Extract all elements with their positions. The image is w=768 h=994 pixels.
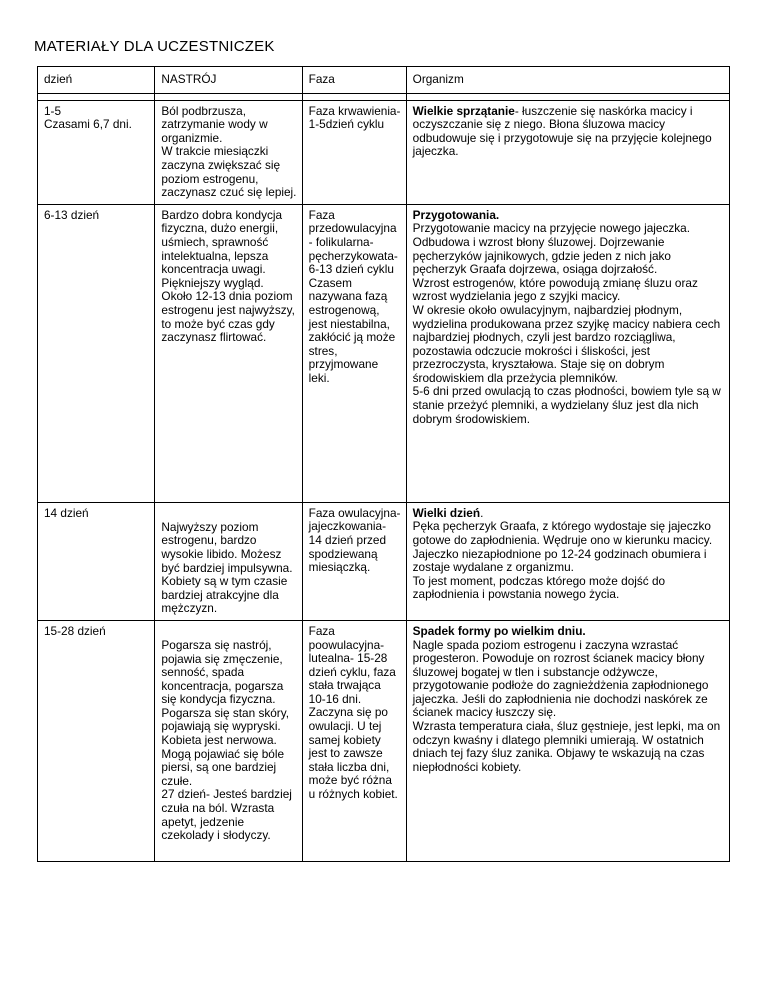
mood-text: Pogarsza się nastrój, pojawia się zmęczenie, senność, spada koncentracja, pogarsza się kondycja fizyczna. Pogarsza się stan skóry, pojawiają się wypryski. Kobieta jest nerwowa. Mogą pojawiać się bóle piersi, są one bardziej czułe. 27 dzień- Jesteś bardziej czuła na ból. Wzrasta apetyt, jedzenie czekolady i słodyczy.	[161, 637, 292, 843]
organism-cell	[406, 204, 729, 502]
table-row	[38, 100, 730, 204]
organism-cell	[406, 100, 729, 204]
phase-cell: Faza krwawienia- 1-5dzień cyklu	[302, 100, 406, 204]
cycle-table	[37, 66, 730, 862]
table-spacer-row	[38, 93, 730, 100]
phase-cell: Faza owulacyjna-jajeczkowania- 14 dzień przed spodziewaną miesiączką.	[302, 502, 406, 620]
day-cell: 15-28 dzień	[38, 620, 155, 861]
header-phase: Faza	[302, 67, 406, 94]
organism-text: Nagle spada poziom estrogenu i zaczyna wzrastać progesteron. Powoduje on rozrost ścianek macicy błony śluzowej bogatej w tlen i substancje odżywcze, przygotowanie podłoże do zagnieżdżenia zapłodnionego jajeczka. Jeśli do zapłodnienia nie dochodzi naskórek ze ścianek macicy łuszczy się. Wzrasta temperatura ciała, śluz gęstnieje, jest lepki, ma on odczyn kwaśny i dlatego plemniki umierają. W ostatnich dniach tej fazy śluz zanika. Objawy te wskazują na czas niepłodności kobiety.	[412, 637, 721, 774]
organism-lead: Przygotowania.	[412, 207, 500, 222]
day-cell: 6-13 dzień	[38, 204, 155, 502]
spacer-cell	[406, 93, 729, 100]
mood-cell	[155, 620, 302, 861]
table-header-row	[38, 67, 730, 94]
organism-text: - łuszczenie się naskórka macicy i oczyszczanie się z niego. Błona śluzowa macicy odbudowuje się i przygotowuje się na przyjęcie kolejnego jajeczka.	[412, 103, 712, 159]
mood-text: Najwyższy poziom estrogenu, bardzo wysokie libido. Możesz być bardziej impulsywna. Kobiety są w tym czasie bardziej atrakcyjne dla mężczyzn.	[161, 519, 293, 616]
organism-lead: Wielkie sprzątanie	[412, 103, 515, 118]
header-day: dzień	[38, 67, 155, 94]
spacer-cell	[155, 93, 302, 100]
organism-text: . Pęka pęcherzyk Graafa, z którego wydostaje się jajeczko gotowe do zapłodnienia. Wędruje ono w kierunku macicy. Jajeczko niezapłodnione po 12-24 godzinach obumiera i zostaje wydalane z organizmu. To jest moment, podczas którego może dojść do zapłodnienia i powstania nowego życia.	[412, 505, 713, 602]
page-title: MATERIAŁY DLA UCZESTNICZEK	[34, 38, 275, 55]
organism-lead: Spadek formy po wielkim dniu.	[412, 623, 586, 638]
header-organism: Organizm	[406, 67, 729, 94]
mood-cell: Bardzo dobra kondycja fizyczna, dużo energii, uśmiech, sprawność intelektualna, lepsza koncentracja uwagi. Piękniejszy wygląd. Około 12-13 dnia poziom estrogenu jest najwyższy, to może być czas gdy zaczynasz flirtować.	[155, 204, 302, 502]
header-mood: NASTRÓJ	[155, 67, 302, 94]
organism-lead: Wielki dzień	[412, 505, 481, 520]
table-row	[38, 204, 730, 502]
spacer-cell	[38, 93, 155, 100]
organism-text: Przygotowanie macicy na przyjęcie nowego jajeczka. Odbudowa i wzrost błony śluzowej. Dojrzewanie pęcherzyków jajnikowych, gdzie jeden z nich jako pęcherzyk Graafa dojrzewa, osiąga dojrzałość. Wzrost estrogenów, które powodują zmianę śluzu oraz wzrost wydzielania jego z szyjki macicy. W okresie około owulacyjnym, najbardziej płodnym, wydzielina produkowana przez szyjkę macicy nabiera cech najbardziej płodnych, czyli jest bardzo rozciągliwa, pozostawia odczucie mokrości i śliskości, jest przezroczysta, kryształowa. Staje się on dobrym środowiskiem dla przeżycia plemników. 5-6 dni przed owulacją to czas płodności, bowiem tyle są w stanie przeżyć plemniki, a wydzielany śluz jest dla nich dobrym środowiskiem.	[412, 221, 721, 426]
day-cell: 1-5 Czasami 6,7 dni.	[38, 100, 155, 204]
phase-cell: Faza przedowulacyjna - folikularna-pęcherzykowata- 6-13 dzień cyklu Czasem nazywana fazą estrogenową, jest niestabilna, zakłócić ją może stres, przyjmowane leki.	[302, 204, 406, 502]
table-row	[38, 502, 730, 620]
spacer-cell	[302, 93, 406, 100]
day-cell: 14 dzień	[38, 502, 155, 620]
mood-cell: Ból podbrzusza, zatrzymanie wody w organizmie. W trakcie miesiączki zaczyna zwiększać się poziom estrogenu, zaczynasz czuć się lepiej.	[155, 100, 302, 204]
phase-cell: Faza poowulacyjna-lutealna- 15-28 dzień cyklu, faza stała trwająca 10-16 dni. Zaczyna się po owulacji. U tej samej kobiety jest to zawsze stała liczba dni, może być różna u różnych kobiet.	[302, 620, 406, 861]
mood-cell	[155, 502, 302, 620]
organism-cell	[406, 620, 729, 861]
organism-cell	[406, 502, 729, 620]
table-row	[38, 620, 730, 861]
